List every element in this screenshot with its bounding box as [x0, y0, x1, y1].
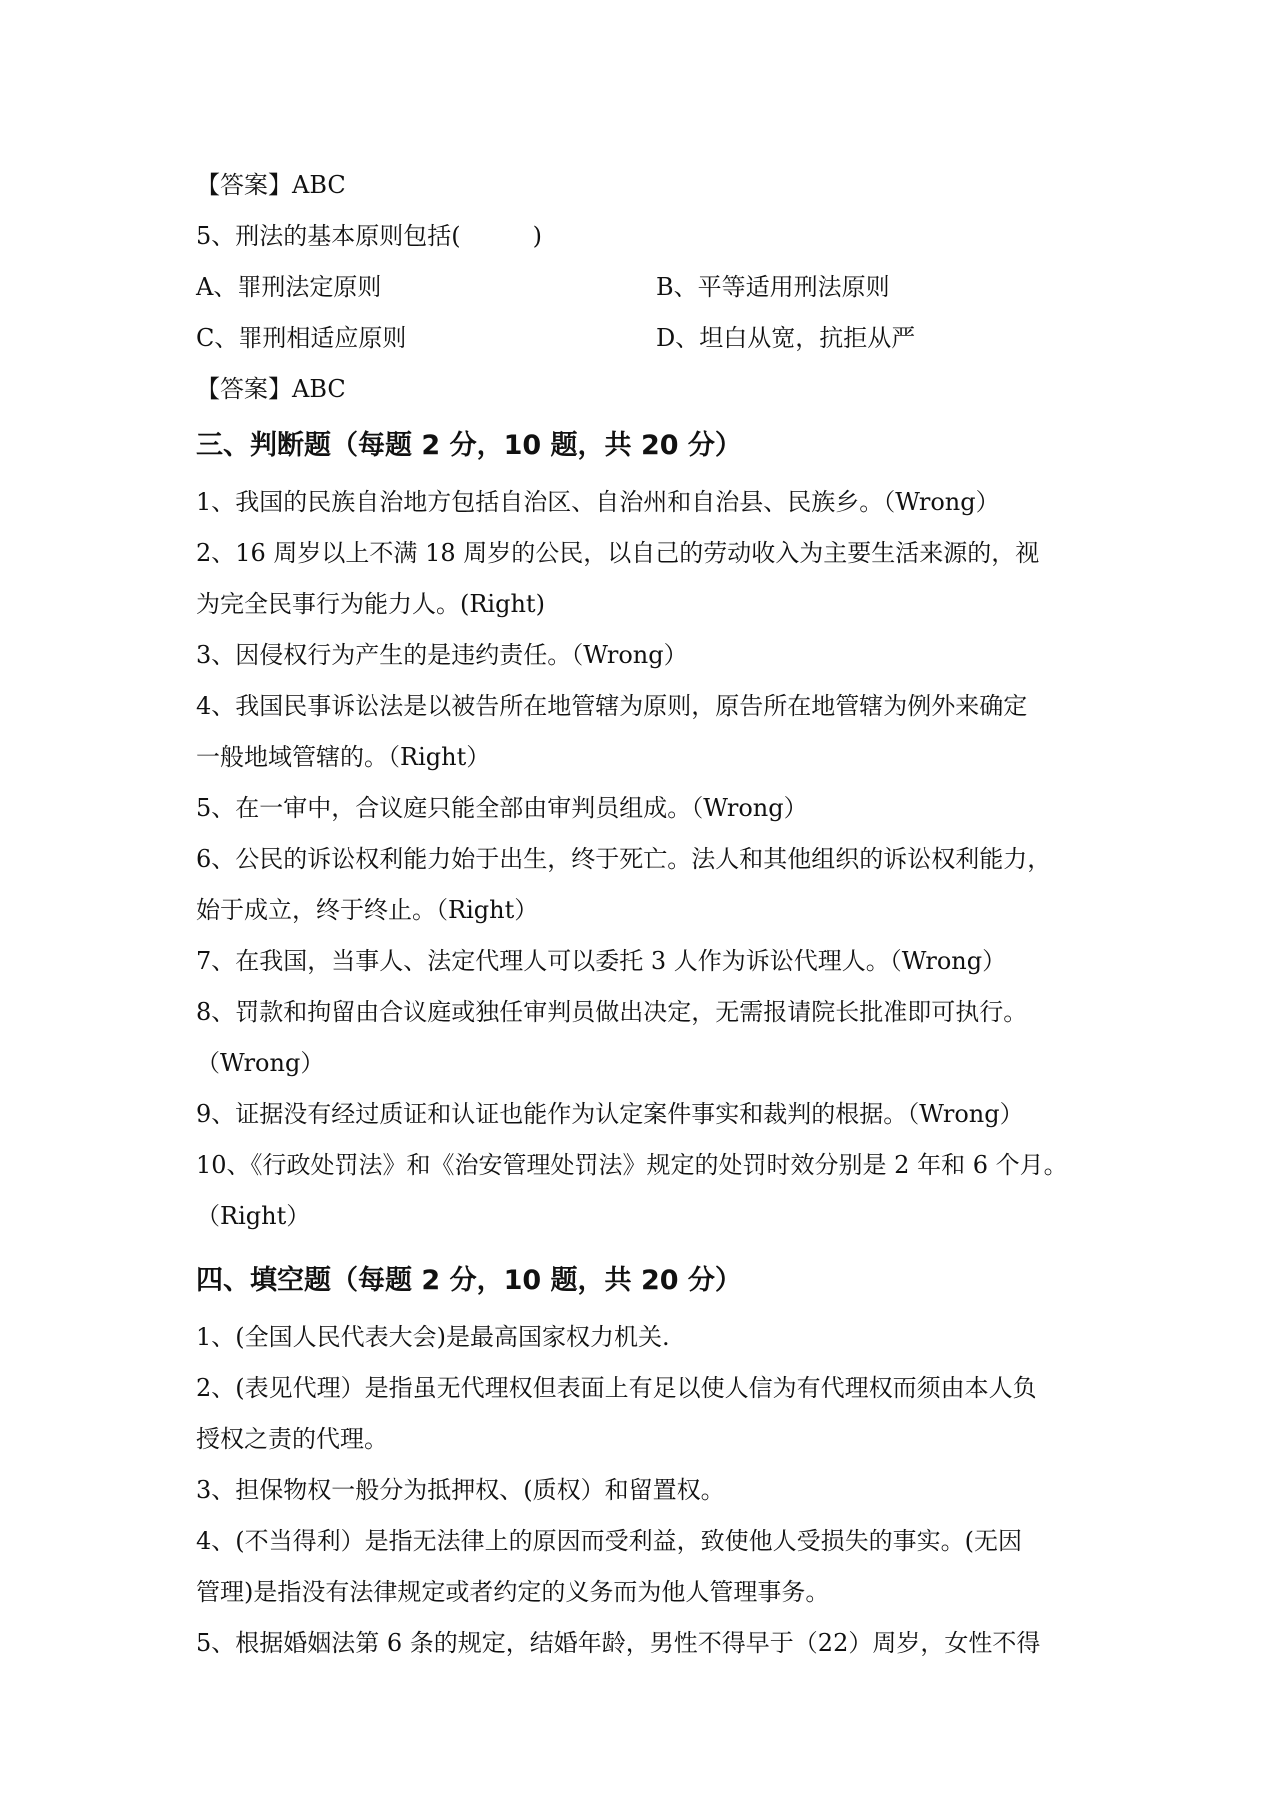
fill-blank-item-2: 2、(表见代理）是指虽无代理权但表面上有足以使人信为有代理权而须由本人负 — [196, 1374, 1037, 1402]
document-content — [196, 160, 1096, 1669]
judgment-item-10-cont: （Right） — [196, 1202, 311, 1230]
judgment-item-3: 3、因侵权行为产生的是违约责任。（Wrong） — [196, 641, 688, 669]
section-heading-judgment: 三、判断题（每题 2 分，10 题，共 20 分） — [196, 430, 742, 461]
option-d: D、坦白从宽，抗拒从严 — [656, 324, 916, 352]
answer-line: 【答案】ABC — [196, 375, 346, 403]
fill-blank-list — [196, 1312, 1096, 1669]
judgment-list — [196, 477, 1096, 1242]
judgment-item-10: 10、《行政处罚法》和《治安管理处罚法》规定的处罚时效分别是 2 年和 6 个月。 — [196, 1151, 1068, 1179]
fill-blank-item-5: 5、根据婚姻法第 6 条的规定，结婚年龄，男性不得早于（22）周岁，女性不得 — [196, 1629, 1041, 1657]
judgment-item-2: 2、16 周岁以上不满 18 周岁的公民，以自己的劳动收入为主要生活来源的，视 — [196, 539, 1040, 567]
judgment-item-4: 4、我国民事诉讼法是以被告所在地管辖为原则，原告所在地管辖为例外来确定 — [196, 692, 1028, 720]
judgment-item-4-cont: 一般地域管辖的。（Right） — [196, 743, 491, 771]
question-5: 5、刑法的基本原则包括( ) — [196, 222, 542, 250]
judgment-item-6: 6、公民的诉讼权利能力始于出生，终于死亡。法人和其他组织的诉讼权利能力， — [196, 845, 1052, 873]
judgment-item-1: 1、我国的民族自治地方包括自治区、自治州和自治县、民族乡。（Wrong） — [196, 488, 1000, 516]
answer-line: 【答案】ABC — [196, 171, 346, 199]
fill-blank-item-3: 3、担保物权一般分为抵押权、(质权）和留置权。 — [196, 1476, 725, 1504]
option-a: A、罪刑法定原则 — [196, 273, 382, 301]
section-heading-fill-blank: 四、填空题（每题 2 分，10 题，共 20 分） — [196, 1265, 742, 1296]
judgment-item-7: 7、在我国，当事人、法定代理人可以委托 3 人作为诉讼代理人。（Wrong） — [196, 947, 1007, 975]
option-c: C、罪刑相适应原则 — [196, 324, 407, 352]
judgment-item-8: 8、罚款和拘留由合议庭或独任审判员做出决定，无需报请院长批准即可执行。 — [196, 998, 1028, 1026]
options-row-2 — [196, 313, 1096, 364]
judgment-item-5: 5、在一审中，合议庭只能全部由审判员组成。（Wrong） — [196, 794, 808, 822]
judgment-item-2-cont: 为完全民事行为能力人。(Right) — [196, 590, 545, 618]
fill-blank-item-4-cont: 管理)是指没有法律规定或者约定的义务而为他人管理事务。 — [196, 1578, 830, 1606]
fill-blank-item-1: 1、(全国人民代表大会)是最高国家权力机关. — [196, 1323, 670, 1351]
judgment-item-8-cont: （Wrong） — [196, 1049, 325, 1077]
options-row-1 — [196, 262, 1096, 313]
fill-blank-item-2-cont: 授权之责的代理。 — [196, 1425, 388, 1453]
judgment-item-9: 9、证据没有经过质证和认证也能作为认定案件事实和裁判的根据。（Wrong） — [196, 1100, 1024, 1128]
judgment-item-6-cont: 始于成立，终于终止。（Right） — [196, 896, 539, 924]
option-b: B、平等适用刑法原则 — [656, 273, 890, 301]
fill-blank-item-4: 4、(不当得利）是指无法律上的原因而受利益，致使他人受损失的事实。(无因 — [196, 1527, 1022, 1555]
